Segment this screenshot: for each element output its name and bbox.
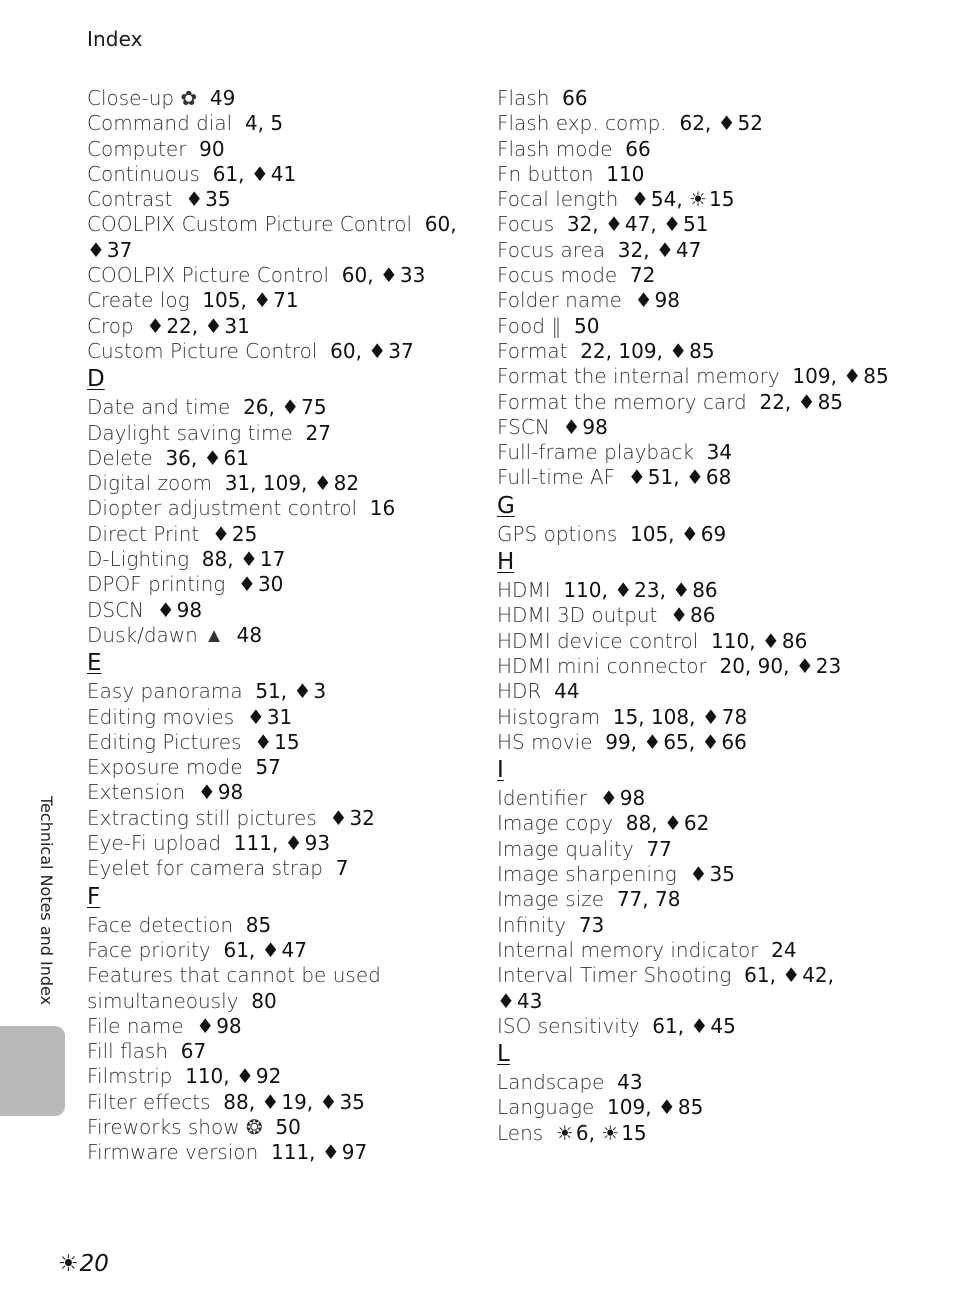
index-entry bbox=[497, 862, 937, 887]
index-term: Flash exp. comp. bbox=[497, 111, 667, 136]
index-term: Filmstrip bbox=[87, 1064, 173, 1089]
index-page-refs: 15, 108, ♦ 78 bbox=[612, 704, 748, 729]
index-page-refs: 77, 78 bbox=[616, 887, 681, 912]
index-page-refs: 99, ♦ 65, ♦ 66 bbox=[605, 729, 747, 754]
index-entry bbox=[497, 288, 937, 313]
index-page-refs: 61, ♦ 42, bbox=[744, 963, 835, 988]
index-page-refs: 61, ♦ 41 bbox=[212, 161, 297, 186]
index-entry bbox=[497, 887, 937, 912]
index-term: Focal length bbox=[497, 187, 619, 212]
index-entry bbox=[87, 572, 477, 597]
index-section-letter: I bbox=[497, 757, 504, 784]
index-entry bbox=[497, 963, 937, 988]
index-entry bbox=[87, 395, 477, 420]
index-page-refs: 34 bbox=[706, 440, 733, 465]
index-term: Direct Print bbox=[87, 521, 200, 546]
index-page-refs: 50 bbox=[275, 1114, 301, 1139]
index-term: HDR bbox=[497, 679, 542, 704]
index-page-refs: 24 bbox=[771, 937, 797, 962]
index-section-letter: D bbox=[87, 366, 105, 393]
index-term: Date and time bbox=[87, 395, 231, 420]
index-term: Focus area bbox=[497, 237, 606, 262]
index-page-refs: 110, ♦ 23, ♦ 86 bbox=[563, 578, 718, 603]
index-page-refs: 110, ♦ 86 bbox=[711, 628, 808, 653]
index-page-refs: 72 bbox=[629, 263, 656, 288]
index-page-refs: 67 bbox=[180, 1039, 207, 1064]
index-term: Editing movies bbox=[87, 704, 235, 729]
index-page-refs: ♦ 98 bbox=[196, 1013, 242, 1038]
index-page-refs: ♦ 15 bbox=[254, 729, 300, 754]
index-term: HS movie bbox=[497, 729, 593, 754]
index-term: Contrast bbox=[87, 187, 173, 212]
index-page-refs: 32, ♦ 47 bbox=[617, 237, 702, 262]
index-page-refs: 48 bbox=[236, 622, 263, 647]
index-entry bbox=[497, 339, 937, 364]
index-entry bbox=[497, 390, 937, 415]
index-page-refs: ♦ 54, ☀ 15 bbox=[630, 187, 735, 212]
index-entry bbox=[497, 603, 937, 628]
index-page-refs: 66 bbox=[562, 86, 588, 110]
index-term: Face priority bbox=[87, 937, 211, 962]
index-section-letter: L bbox=[497, 1041, 510, 1068]
index-term: Eyelet for camera strap bbox=[87, 856, 324, 881]
index-entry bbox=[87, 598, 477, 623]
index-term: COOLPIX Custom Picture Control bbox=[87, 212, 413, 237]
index-section-letter: E bbox=[87, 650, 102, 677]
index-entry bbox=[497, 137, 937, 162]
index-page-refs: 57 bbox=[255, 755, 281, 780]
index-page-refs: 110, ♦ 92 bbox=[185, 1064, 282, 1089]
index-entry bbox=[497, 162, 937, 187]
index-entry bbox=[87, 263, 477, 288]
index-entry bbox=[87, 623, 477, 648]
section-tab-label: Technical Notes and Index bbox=[37, 796, 56, 1006]
index-term: Lens bbox=[497, 1120, 544, 1145]
index-entry bbox=[87, 446, 477, 471]
index-term: Daylight saving time bbox=[87, 420, 293, 445]
index-entry bbox=[497, 837, 937, 862]
index-entry bbox=[497, 913, 937, 938]
index-page-refs: 4, 5 bbox=[244, 111, 284, 136]
index-term: ISO sensitivity bbox=[497, 1013, 640, 1038]
index-entry bbox=[497, 786, 937, 811]
section-thumb-tab bbox=[0, 1026, 65, 1116]
index-entry bbox=[497, 111, 937, 136]
index-page-refs: ♦ 98 bbox=[599, 786, 646, 811]
index-page-refs: ♦ 22, ♦ 31 bbox=[146, 313, 250, 338]
index-page-refs: 111, ♦ 97 bbox=[271, 1140, 368, 1165]
index-page-refs: 7 bbox=[335, 856, 349, 881]
index-term: Flash bbox=[497, 86, 550, 110]
index-term: Folder name bbox=[497, 288, 622, 313]
index-term: DPOF printing bbox=[87, 572, 226, 597]
index-page-refs: 26, ♦ 75 bbox=[243, 395, 327, 420]
index-entry bbox=[497, 629, 937, 654]
index-entry bbox=[87, 1064, 477, 1089]
index-column-left bbox=[87, 86, 477, 1166]
index-entry bbox=[87, 780, 477, 805]
index-page-refs: 44 bbox=[554, 679, 580, 704]
index-section-letter: H bbox=[497, 549, 515, 576]
index-page-refs: ♦ 25 bbox=[211, 521, 258, 546]
index-page-refs: ♦ 35 bbox=[185, 187, 231, 212]
index-term: HDMI 3D output bbox=[497, 603, 658, 628]
index-term: Easy panorama bbox=[87, 679, 243, 704]
index-page-refs: 62, ♦ 52 bbox=[679, 111, 764, 136]
index-entry bbox=[87, 938, 477, 963]
index-entry bbox=[497, 1095, 937, 1120]
index-term: Dusk/dawn ▲ bbox=[87, 622, 224, 647]
index-page-refs: ♦ 31 bbox=[246, 704, 293, 729]
index-page-refs: 111, ♦ 93 bbox=[233, 831, 331, 856]
index-entry bbox=[497, 654, 937, 679]
index-section-letter: F bbox=[87, 883, 101, 910]
index-term: Exposure mode bbox=[87, 755, 243, 780]
index-term: Format the internal memory bbox=[497, 364, 780, 389]
index-entry bbox=[87, 111, 477, 136]
index-entry-continuation bbox=[87, 238, 477, 263]
index-entry bbox=[87, 496, 477, 521]
index-entry bbox=[87, 212, 477, 237]
index-term: Identifier bbox=[497, 786, 588, 811]
index-entry bbox=[87, 856, 477, 881]
index-entry bbox=[497, 1121, 937, 1146]
page-header-title: Index bbox=[87, 27, 143, 51]
index-term: Format the memory card bbox=[497, 389, 747, 414]
page-number bbox=[58, 1251, 109, 1277]
index-page-refs: 80 bbox=[251, 988, 277, 1013]
index-term: Food ‖ bbox=[497, 313, 562, 338]
index-entry bbox=[87, 314, 477, 339]
index-entry bbox=[87, 137, 477, 162]
index-page-refs: 110 bbox=[606, 161, 645, 186]
index-page-refs: 88, ♦ 62 bbox=[625, 811, 710, 836]
index-entry bbox=[87, 522, 477, 547]
index-page-refs: ♦ 51, ♦ 68 bbox=[627, 465, 732, 490]
index-entry bbox=[87, 339, 477, 364]
index-term: Fireworks show ❂ bbox=[87, 1114, 263, 1139]
index-entry-continuation bbox=[497, 989, 937, 1014]
index-entry bbox=[497, 522, 937, 547]
index-page-refs: 105, ♦ 71 bbox=[202, 288, 299, 313]
index-entry bbox=[87, 1140, 477, 1165]
index-term: HDMI mini connector bbox=[497, 653, 707, 678]
index-page-refs: 88, ♦ 17 bbox=[201, 547, 286, 572]
index-entry bbox=[497, 465, 937, 490]
index-entry bbox=[87, 1014, 477, 1039]
index-term: Custom Picture Control bbox=[87, 338, 318, 363]
index-term: simultaneously bbox=[87, 988, 239, 1013]
index-entry bbox=[497, 938, 937, 963]
index-page-refs: ♦ 98 bbox=[634, 288, 680, 313]
index-entry bbox=[497, 415, 937, 440]
index-page-refs: 85 bbox=[245, 912, 272, 937]
index-page-refs: ☀ 6, ☀ 15 bbox=[555, 1120, 647, 1145]
index-term: Command dial bbox=[87, 111, 233, 136]
index-term: Close-up ✿ bbox=[87, 86, 198, 110]
index-page-refs: 27 bbox=[305, 420, 331, 445]
index-entry bbox=[87, 806, 477, 831]
index-term: File name bbox=[87, 1013, 184, 1038]
index-entry bbox=[87, 831, 477, 856]
index-entry bbox=[497, 364, 937, 389]
index-term: D-Lighting bbox=[87, 547, 190, 572]
index-section-letter: G bbox=[497, 492, 515, 519]
index-term: Eye-Fi upload bbox=[87, 831, 222, 856]
index-entry bbox=[87, 679, 477, 704]
index-term: Diopter adjustment control bbox=[87, 496, 358, 521]
index-term: Extension bbox=[87, 780, 186, 805]
index-page-refs: ♦ 43 bbox=[497, 988, 543, 1013]
index-entry bbox=[497, 238, 937, 263]
index-entry bbox=[497, 1070, 937, 1095]
index-term: Full-frame playback bbox=[497, 440, 694, 465]
index-entry bbox=[497, 730, 937, 755]
index-entry bbox=[87, 187, 477, 212]
index-entry bbox=[87, 421, 477, 446]
index-term: Interval Timer Shooting bbox=[497, 963, 732, 988]
index-entry bbox=[87, 1115, 477, 1140]
index-term: Face detection bbox=[87, 912, 234, 937]
index-term: DSCN bbox=[87, 597, 145, 622]
index-page-refs: 105, ♦ 69 bbox=[630, 521, 727, 546]
index-page-refs: ♦ 86 bbox=[670, 603, 716, 628]
index-page-refs: ♦ 32 bbox=[329, 805, 375, 830]
index-entry bbox=[87, 755, 477, 780]
index-term: Focus bbox=[497, 212, 555, 237]
index-term: Landscape bbox=[497, 1070, 605, 1095]
index-page-refs: 51, ♦ 3 bbox=[255, 679, 327, 704]
index-page-refs: ♦ 30 bbox=[238, 572, 284, 597]
index-entry bbox=[87, 963, 477, 988]
index-page-refs: 90 bbox=[199, 136, 225, 161]
tools-reference-icon: ☀ bbox=[58, 1251, 79, 1277]
index-entry bbox=[87, 705, 477, 730]
index-term: Continuous bbox=[87, 161, 200, 186]
index-page-refs: 60, ♦ 33 bbox=[341, 263, 426, 288]
index-page-refs: 22, ♦ 85 bbox=[759, 389, 844, 414]
index-entry bbox=[497, 212, 937, 237]
index-term: Fn button bbox=[497, 161, 594, 186]
index-page-refs: 49 bbox=[209, 86, 236, 110]
index-page-refs: ♦ 98 bbox=[156, 597, 203, 622]
index-entry bbox=[497, 705, 937, 730]
index-term: Fill flash bbox=[87, 1039, 169, 1064]
index-term: Language bbox=[497, 1095, 595, 1120]
index-term: Features that cannot be used bbox=[87, 963, 381, 988]
index-term: Focus mode bbox=[497, 263, 618, 288]
index-page-refs: ♦ 98 bbox=[197, 780, 244, 805]
index-term: Image copy bbox=[497, 811, 614, 836]
index-term: Image size bbox=[497, 887, 605, 912]
index-entry bbox=[87, 989, 477, 1014]
index-term: Format bbox=[497, 338, 568, 363]
index-term: Delete bbox=[87, 445, 153, 470]
index-term: COOLPIX Picture Control bbox=[87, 263, 330, 288]
index-term: Image sharpening bbox=[497, 862, 677, 887]
index-page-refs: 77 bbox=[646, 836, 672, 861]
index-page-refs: 88, ♦ 19, ♦ 35 bbox=[223, 1089, 365, 1114]
index-entry bbox=[87, 730, 477, 755]
index-entry bbox=[87, 1090, 477, 1115]
index-term: Create log bbox=[87, 288, 190, 313]
index-term: Internal memory indicator bbox=[497, 937, 759, 962]
index-page-refs: 109, ♦ 85 bbox=[607, 1095, 704, 1120]
index-page-refs: 43 bbox=[617, 1070, 643, 1095]
index-page-refs: 50 bbox=[574, 313, 600, 338]
index-term: Editing Pictures bbox=[87, 729, 242, 754]
index-entry bbox=[497, 187, 937, 212]
index-term: Image quality bbox=[497, 836, 634, 861]
index-page-refs: 61, ♦ 45 bbox=[652, 1013, 736, 1038]
index-entry bbox=[497, 679, 937, 704]
index-page-refs: 22, 109, ♦ 85 bbox=[580, 338, 715, 363]
index-term: Flash mode bbox=[497, 136, 613, 161]
index-term: Digital zoom bbox=[87, 471, 212, 496]
index-entry bbox=[87, 471, 477, 496]
index-page-refs: 32, ♦ 47, ♦ 51 bbox=[566, 212, 709, 237]
index-column-right bbox=[497, 86, 937, 1146]
index-page-refs: 16 bbox=[369, 496, 396, 521]
index-page-refs: 66 bbox=[625, 136, 651, 161]
index-page-refs: 73 bbox=[578, 912, 605, 937]
index-page-refs: 31, 109, ♦ 82 bbox=[224, 471, 360, 496]
index-page-refs: 36, ♦ 61 bbox=[165, 445, 249, 470]
section-tab-label-wrapper bbox=[36, 796, 58, 1011]
index-page-refs: 60, bbox=[424, 212, 457, 237]
index-page-refs: 60, ♦ 37 bbox=[330, 338, 414, 363]
index-term: FSCN bbox=[497, 414, 550, 439]
index-entry bbox=[497, 578, 937, 603]
index-entry bbox=[87, 162, 477, 187]
index-entry bbox=[497, 811, 937, 836]
index-entry bbox=[497, 1014, 937, 1039]
index-entry bbox=[87, 547, 477, 572]
index-term: Full-time AF bbox=[497, 465, 616, 490]
index-page-refs: ♦ 37 bbox=[87, 237, 133, 262]
page-number-value: 20 bbox=[79, 1251, 109, 1277]
index-entry bbox=[497, 314, 937, 339]
index-page-refs: 61, ♦ 47 bbox=[223, 937, 308, 962]
index-term: Infinity bbox=[497, 912, 567, 937]
index-entry bbox=[87, 288, 477, 313]
index-page-refs: ♦ 35 bbox=[689, 862, 735, 887]
index-entry bbox=[497, 263, 937, 288]
index-page-refs: ♦ 98 bbox=[562, 414, 608, 439]
index-term: Firmware version bbox=[87, 1140, 259, 1165]
index-entry bbox=[87, 86, 477, 111]
index-page-refs: 20, 90, ♦ 23 bbox=[719, 653, 842, 678]
index-page-refs: 109, ♦ 85 bbox=[792, 364, 889, 389]
index-term: Crop bbox=[87, 313, 134, 338]
index-term: Extracting still pictures bbox=[87, 805, 317, 830]
index-entry bbox=[497, 440, 937, 465]
index-term: HDMI bbox=[497, 578, 551, 603]
index-term: Histogram bbox=[497, 704, 601, 729]
index-term: Computer bbox=[87, 136, 187, 161]
index-entry bbox=[87, 1039, 477, 1064]
index-term: Filter effects bbox=[87, 1089, 211, 1114]
index-term: HDMI device control bbox=[497, 628, 699, 653]
index-entry bbox=[497, 86, 937, 111]
index-term: GPS options bbox=[497, 521, 618, 546]
index-entry bbox=[87, 913, 477, 938]
